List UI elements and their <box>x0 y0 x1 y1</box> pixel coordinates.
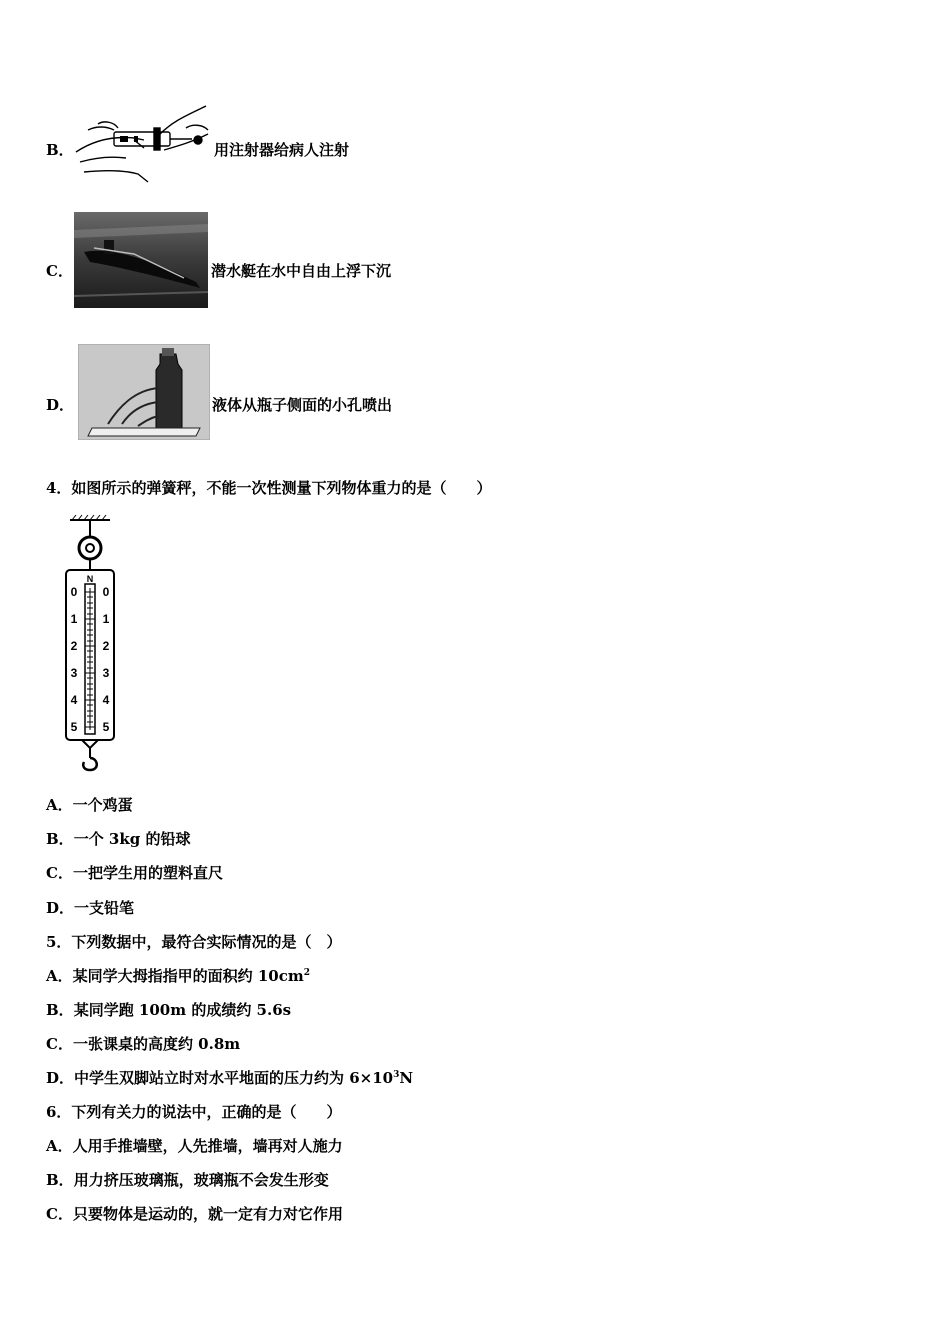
q5-option-c <box>46 1034 240 1054</box>
q6-option-b <box>46 1170 329 1190</box>
tick-right-1: 1 <box>102 612 110 626</box>
option-label: D． <box>46 396 75 414</box>
tick-left-2: 2 <box>70 639 78 653</box>
option-text: 一张课桌的高度约 0.8m <box>72 1035 241 1053</box>
q5-stem: 5．下列数据中，最符合实际情况的是（ ） <box>46 933 342 951</box>
option-label: C． <box>46 864 73 882</box>
q5-option-d <box>46 1068 413 1088</box>
option-label: B． <box>46 1001 74 1019</box>
q5-option-a <box>46 966 310 986</box>
option-text: 一把学生用的塑料直尺 <box>72 864 223 882</box>
option-label: A． <box>46 967 73 985</box>
option-label: B． <box>46 1171 74 1189</box>
q4-option-b <box>46 829 190 849</box>
option-label: D． <box>46 899 75 917</box>
option-text: 中学生双脚站立时对水平地面的压力约为 6×10 <box>74 1069 394 1087</box>
q6-option-a <box>46 1136 343 1156</box>
tick-left-4: 4 <box>70 693 78 707</box>
tick-right-3: 3 <box>102 666 110 680</box>
q3-option-b-text: 用注射器给病人注射 <box>214 141 350 159</box>
submarine-photo <box>74 212 208 308</box>
tick-right-5: 5 <box>102 720 110 734</box>
option-label: A． <box>46 1137 73 1155</box>
option-text: 一支铅笔 <box>74 899 135 917</box>
option-label: C． <box>46 1205 73 1223</box>
q4-option-a <box>46 795 133 815</box>
tick-left-0: 0 <box>70 585 78 599</box>
superscript: 2 <box>303 968 311 978</box>
option-text: 某同学大拇指指甲的面积约 10cm <box>72 967 304 985</box>
option-unit: N <box>399 1069 414 1087</box>
tick-left-1: 1 <box>70 612 78 626</box>
spring-scale-figure <box>62 512 120 776</box>
option-label: C． <box>46 1035 73 1053</box>
q6-option-c <box>46 1204 343 1224</box>
q6-stem: 6．下列有关力的说法中，正确的是（ ） <box>46 1103 342 1121</box>
syringe-hands-image <box>74 100 214 186</box>
q3-option-d-text: 液体从瓶子侧面的小孔喷出 <box>212 396 393 414</box>
bottle-jets-photo <box>78 344 210 440</box>
scale-unit: N <box>86 574 94 584</box>
q4-option-d <box>46 898 134 918</box>
option-text: 人用手推墙壁，人先推墙，墙再对人施力 <box>72 1137 343 1155</box>
tick-right-2: 2 <box>102 639 110 653</box>
superscript: 3 <box>393 1070 400 1080</box>
q5-option-b <box>46 1000 291 1020</box>
q4-option-c <box>46 863 223 883</box>
tick-right-0: 0 <box>102 585 110 599</box>
option-label: B． <box>46 830 74 848</box>
tick-left-5: 5 <box>70 720 78 734</box>
q4-stem: 4．如图所示的弹簧秤，不能一次性测量下列物体重力的是（ ） <box>46 479 492 497</box>
option-text: 一个 3kg 的铅球 <box>73 830 191 848</box>
option-label: A． <box>46 796 73 814</box>
q3-option-c <box>46 261 73 281</box>
option-label: B． <box>46 141 74 159</box>
tick-right-4: 4 <box>102 693 110 707</box>
tick-left-3: 3 <box>70 666 78 680</box>
option-text: 用力挤压玻璃瓶，玻璃瓶不会发生形变 <box>73 1171 329 1189</box>
option-label: C． <box>46 262 73 280</box>
q3-option-d <box>46 395 74 415</box>
option-text: 只要物体是运动的，就一定有力对它作用 <box>72 1205 343 1223</box>
q3-option-c-text: 潜水艇在水中自由上浮下沉 <box>211 262 392 280</box>
option-label: D． <box>46 1069 75 1087</box>
q3-option-b <box>46 140 74 160</box>
option-text: 一个鸡蛋 <box>72 796 133 814</box>
option-text: 某同学跑 100m 的成绩约 5.6s <box>73 1001 292 1019</box>
